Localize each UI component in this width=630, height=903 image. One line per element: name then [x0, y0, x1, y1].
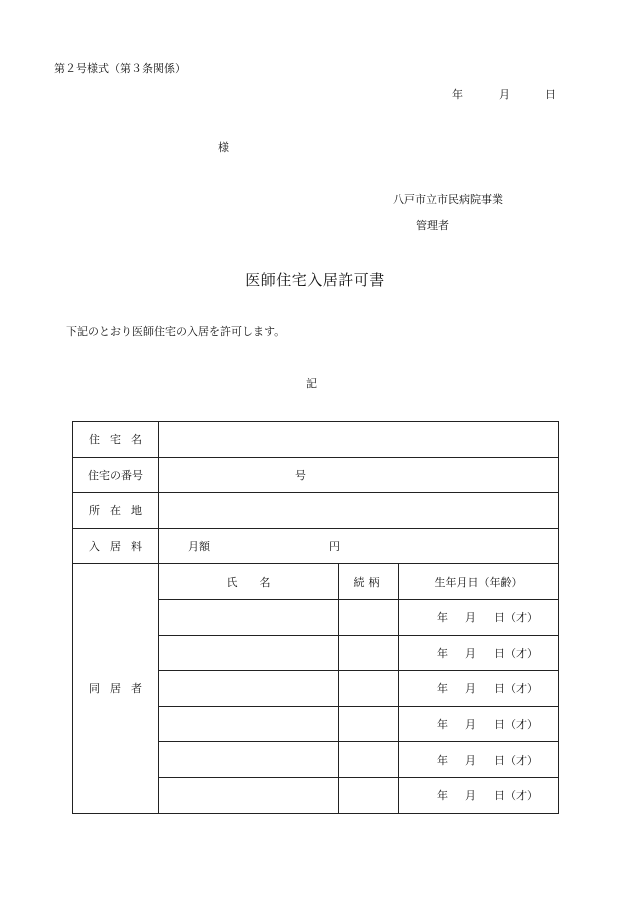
cohabitant-relation-cell[interactable]: [339, 635, 399, 671]
row-location: [73, 493, 559, 529]
house-name-value[interactable]: [159, 422, 559, 458]
house-number-suffix: 号: [295, 468, 306, 482]
cohabitant-dob-cell[interactable]: 年 月 日（才）: [399, 635, 559, 671]
date-day: 日: [545, 88, 556, 101]
document-title: 医師住宅入居許可書: [245, 271, 385, 289]
issuer-organization: 八戸市立市民病院事業: [393, 193, 503, 206]
body-text: 下記のとおり医師住宅の入居を許可します。: [66, 325, 286, 338]
rent-unit: 円: [329, 540, 340, 554]
row-rent: [73, 528, 559, 564]
house-name-label: 住宅名: [73, 422, 159, 458]
location-value[interactable]: [159, 493, 559, 529]
house-number-label: 住宅の番号: [73, 457, 159, 493]
cohabitant-relation-cell[interactable]: [339, 599, 399, 635]
cohabitant-relation-cell[interactable]: [339, 671, 399, 707]
issuer-title: 管理者: [416, 219, 449, 232]
cohabitant-name-cell[interactable]: [159, 706, 339, 742]
row-house-name: [73, 422, 559, 458]
cohabitant-dob-cell[interactable]: 年 月 日（才）: [399, 742, 559, 778]
ki-heading: 記: [306, 377, 317, 390]
cohabitants-label: 同居者: [73, 564, 159, 813]
cohabitant-name-cell[interactable]: [159, 599, 339, 635]
rent-prefix: 月額: [188, 540, 210, 554]
rent-label: 入居料: [73, 528, 159, 564]
date-month: 月: [499, 88, 510, 101]
date-line: [452, 86, 556, 102]
cohabitant-name-cell[interactable]: [159, 635, 339, 671]
cohabitant-dob-cell[interactable]: 年 月 日（才）: [399, 777, 559, 813]
row-cohabitants-header: [73, 564, 559, 600]
cohabitant-name-cell[interactable]: [159, 671, 339, 707]
cohabitant-relation-cell[interactable]: [339, 706, 399, 742]
col-relation-header: 続柄: [339, 564, 399, 600]
col-name-header: 氏名: [159, 564, 339, 600]
rent-value[interactable]: [159, 528, 559, 564]
cohabitant-relation-cell[interactable]: [339, 777, 399, 813]
location-label: 所在地: [73, 493, 159, 529]
cohabitant-dob-cell[interactable]: 年 月 日（才）: [399, 599, 559, 635]
recipient-suffix: 様: [218, 141, 229, 154]
cohabitant-name-cell[interactable]: [159, 742, 339, 778]
permit-table: [72, 421, 559, 814]
col-dob-header: 生年月日（年齢）: [399, 564, 559, 600]
cohabitant-dob-cell[interactable]: 年 月 日（才）: [399, 706, 559, 742]
date-year: 年: [452, 88, 463, 101]
cohabitant-relation-cell[interactable]: [339, 742, 399, 778]
cohabitant-dob-cell[interactable]: 年 月 日（才）: [399, 671, 559, 707]
house-number-value[interactable]: [159, 457, 559, 493]
form-number: 第２号様式（第３条関係）: [54, 62, 186, 75]
row-house-number: [73, 457, 559, 493]
cohabitant-name-cell[interactable]: [159, 777, 339, 813]
